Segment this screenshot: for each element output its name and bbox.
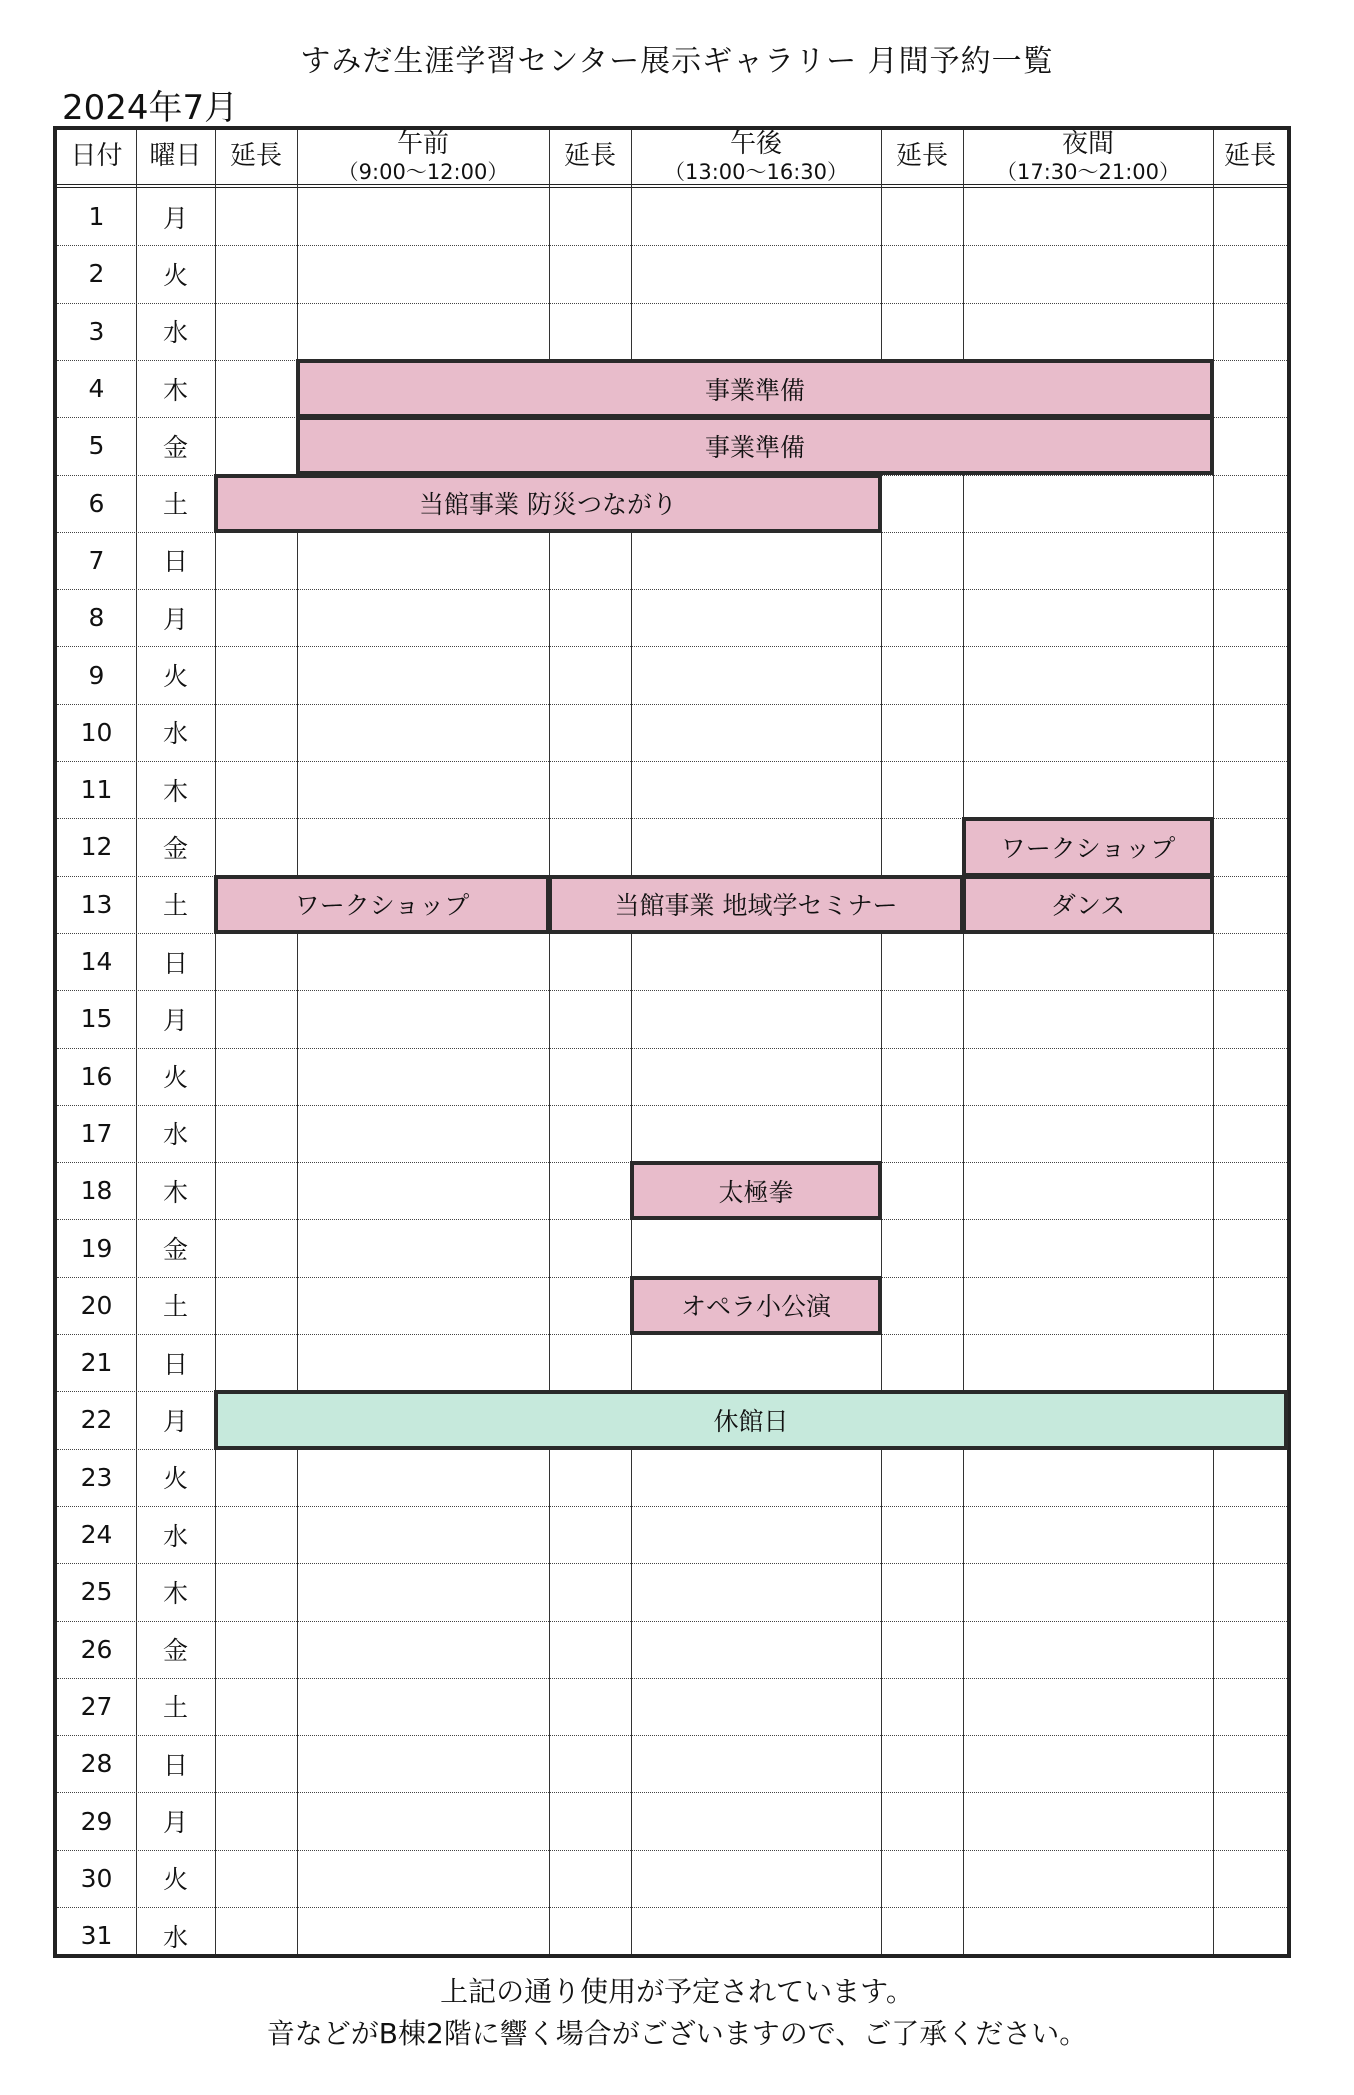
header-morning: 午前 （9:00～12:00） bbox=[337, 128, 509, 184]
row-divider bbox=[57, 1563, 1287, 1564]
day-number: 21 bbox=[80, 1348, 113, 1378]
header-night: 夜間 （17:30～21:00） bbox=[995, 128, 1181, 184]
day-weekday: 水 bbox=[162, 1922, 188, 1952]
day-weekday: 土 bbox=[162, 490, 188, 520]
day-weekday: 木 bbox=[162, 1177, 188, 1207]
day-weekday: 水 bbox=[162, 1120, 188, 1150]
reservation-table bbox=[53, 126, 1291, 1958]
day-number: 29 bbox=[80, 1806, 113, 1836]
day-number: 11 bbox=[80, 775, 113, 805]
day-number: 16 bbox=[80, 1061, 113, 1091]
day-weekday: 月 bbox=[162, 604, 188, 634]
header-ext-4: 延長 bbox=[1223, 141, 1276, 172]
day-number: 12 bbox=[80, 832, 113, 862]
day-weekday: 土 bbox=[162, 1292, 188, 1322]
header-weekday: 曜日 bbox=[149, 141, 202, 172]
day-weekday: 木 bbox=[162, 1578, 188, 1608]
day-number: 2 bbox=[88, 259, 105, 289]
day-number: 15 bbox=[80, 1004, 113, 1034]
header-date: 日付 bbox=[70, 141, 123, 172]
day-weekday: 金 bbox=[162, 1235, 188, 1265]
booking-block: オペラ小公演 bbox=[630, 1276, 882, 1335]
row-divider bbox=[57, 1678, 1287, 1679]
day-number: 17 bbox=[80, 1118, 113, 1148]
header-ext-2: 延長 bbox=[563, 141, 616, 172]
day-number: 1 bbox=[88, 202, 105, 232]
day-number: 5 bbox=[88, 431, 105, 461]
day-weekday: 月 bbox=[162, 1005, 188, 1035]
row-divider bbox=[57, 761, 1287, 762]
footer-note-1: 上記の通り使用が予定されています。 bbox=[440, 1975, 914, 2008]
booking-block: ワークショップ bbox=[214, 875, 550, 934]
booking-block: 休館日 bbox=[214, 1390, 1288, 1449]
booking-block: ワークショップ bbox=[962, 817, 1214, 876]
row-divider bbox=[57, 1907, 1287, 1908]
col-divider bbox=[215, 130, 216, 1954]
day-weekday: 月 bbox=[162, 203, 188, 233]
day-number: 23 bbox=[80, 1462, 113, 1492]
day-weekday: 火 bbox=[162, 662, 188, 692]
day-number: 22 bbox=[80, 1405, 113, 1435]
day-weekday: 水 bbox=[162, 1521, 188, 1551]
day-weekday: 火 bbox=[162, 1063, 188, 1093]
header-ext-3: 延長 bbox=[895, 141, 948, 172]
month-label: 2024年7月 bbox=[62, 88, 239, 128]
day-weekday: 火 bbox=[162, 1865, 188, 1895]
day-weekday: 金 bbox=[162, 1636, 188, 1666]
day-weekday: 火 bbox=[162, 260, 188, 290]
day-number: 8 bbox=[88, 603, 105, 633]
day-number: 18 bbox=[80, 1176, 113, 1206]
day-number: 14 bbox=[80, 947, 113, 977]
row-divider bbox=[57, 303, 1287, 304]
day-number: 28 bbox=[80, 1749, 113, 1779]
day-number: 19 bbox=[80, 1233, 113, 1263]
day-number: 25 bbox=[80, 1577, 113, 1607]
day-number: 4 bbox=[88, 374, 105, 404]
day-number: 10 bbox=[80, 717, 113, 747]
row-divider bbox=[57, 1048, 1287, 1049]
day-number: 9 bbox=[88, 660, 105, 690]
day-weekday: 月 bbox=[162, 1808, 188, 1838]
booking-block: 事業準備 bbox=[296, 416, 1214, 475]
day-number: 24 bbox=[80, 1520, 113, 1550]
header-divider bbox=[57, 184, 1287, 188]
booking-block: 太極拳 bbox=[630, 1161, 882, 1220]
row-divider bbox=[57, 1105, 1287, 1106]
day-number: 30 bbox=[80, 1863, 113, 1893]
header-ext-1: 延長 bbox=[229, 141, 282, 172]
day-number: 13 bbox=[80, 889, 113, 919]
day-weekday: 月 bbox=[162, 1406, 188, 1436]
row-divider bbox=[57, 1621, 1287, 1622]
day-weekday: 火 bbox=[162, 1464, 188, 1494]
page-title: すみだ生涯学習センター展示ギャラリー 月間予約一覧 bbox=[300, 44, 1054, 79]
day-number: 3 bbox=[88, 316, 105, 346]
booking-block: ダンス bbox=[962, 875, 1214, 934]
row-divider bbox=[57, 990, 1287, 991]
booking-block: 事業準備 bbox=[296, 359, 1214, 418]
header-afternoon: 午後 （13:00～16:30） bbox=[663, 128, 849, 184]
booking-block: 当館事業 地域学セミナー bbox=[548, 875, 964, 934]
day-number: 6 bbox=[88, 488, 105, 518]
day-weekday: 水 bbox=[162, 719, 188, 749]
row-divider bbox=[57, 1850, 1287, 1851]
row-divider bbox=[57, 1506, 1287, 1507]
day-weekday: 土 bbox=[162, 1693, 188, 1723]
day-weekday: 水 bbox=[162, 318, 188, 348]
day-weekday: 金 bbox=[162, 833, 188, 863]
day-weekday: 日 bbox=[162, 547, 188, 577]
day-weekday: 木 bbox=[162, 375, 188, 405]
day-weekday: 日 bbox=[162, 1349, 188, 1379]
footer-note-2: 音などがB棟2階に響く場合がございますので、ご了承ください。 bbox=[266, 2017, 1088, 2050]
row-divider bbox=[57, 704, 1287, 705]
day-number: 20 bbox=[80, 1290, 113, 1320]
day-weekday: 土 bbox=[162, 891, 188, 921]
day-number: 26 bbox=[80, 1634, 113, 1664]
row-divider bbox=[57, 245, 1287, 246]
row-divider bbox=[57, 589, 1287, 590]
row-divider bbox=[57, 1792, 1287, 1793]
day-number: 27 bbox=[80, 1691, 113, 1721]
booking-block: 当館事業 防災つながり bbox=[214, 474, 882, 533]
day-number: 7 bbox=[88, 545, 105, 575]
day-weekday: 日 bbox=[162, 1750, 188, 1780]
day-weekday: 金 bbox=[162, 432, 188, 462]
row-divider bbox=[57, 646, 1287, 647]
day-weekday: 日 bbox=[162, 948, 188, 978]
day-number: 31 bbox=[80, 1921, 113, 1951]
day-weekday: 木 bbox=[162, 776, 188, 806]
row-divider bbox=[57, 1735, 1287, 1736]
